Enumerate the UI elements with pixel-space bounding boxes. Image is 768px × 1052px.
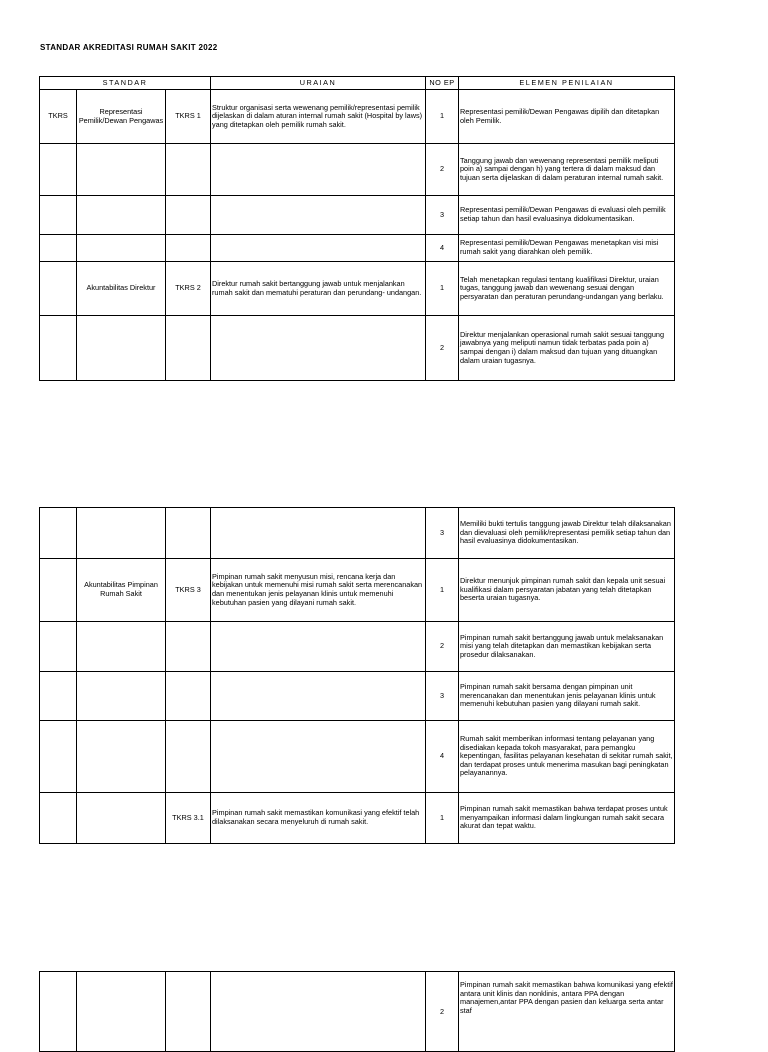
standard-code-cell (166, 622, 211, 672)
table-row (40, 90, 675, 144)
table-row (40, 508, 675, 559)
standard-name-cell (77, 508, 166, 559)
ep-number-cell: 2 (426, 972, 459, 1052)
elemen-penilaian-cell: Direktur menjalankan operasional rumah sakit sesuai tanggung jawabnya yang meliputi namun tidak terbatas pada poin a) sampai dengan i) dalam maksud dan tujuan yang dituangkan dalam uraian tugasnya. (459, 316, 675, 381)
table-row (40, 262, 675, 316)
table-row (40, 793, 675, 844)
header-uraian: URAIAN (211, 77, 426, 90)
standard-name-cell (77, 144, 166, 196)
ep-number-cell: 4 (426, 235, 459, 262)
uraian-cell (211, 316, 426, 381)
elemen-penilaian-cell: Pimpinan rumah sakit memastikan bahwa komunikasi yang efektif antara unit klinis dan nonklinis, antara PPA dengan manajemen,antar PPA dengan pasien dan keluarga serta antar staf (459, 972, 675, 1052)
chapter-cell (40, 793, 77, 844)
header-elemen-penilaian: ELEMEN PENILAIAN (459, 77, 675, 90)
standard-name-cell (77, 622, 166, 672)
standard-name-cell (77, 196, 166, 235)
standard-name-cell: Akuntabilitas Direktur (77, 262, 166, 316)
elemen-penilaian-cell: Representasi pemilik/Dewan Pengawas menetapkan visi misi rumah sakit yang diarahkan oleh pemilik. (459, 235, 675, 262)
ep-number-cell: 1 (426, 262, 459, 316)
standard-code-cell (166, 144, 211, 196)
standard-code-cell (166, 972, 211, 1052)
uraian-cell (211, 235, 426, 262)
standard-name-cell: Representasi Pemilik/Dewan Pengawas (77, 90, 166, 144)
uraian-cell (211, 508, 426, 559)
standard-name-cell (77, 235, 166, 262)
chapter-cell (40, 672, 77, 721)
standards-table-page-2 (39, 507, 675, 844)
standard-name-cell (77, 721, 166, 793)
chapter-cell (40, 144, 77, 196)
standards-table-page-1 (39, 76, 675, 381)
table-row (40, 235, 675, 262)
chapter-cell (40, 721, 77, 793)
elemen-penilaian-cell: Rumah sakit memberikan informasi tentang pelayanan yang disediakan kepada tokoh masyarakat, para pemangku kepentingan, fasilitas pelayanan kesehatan di sekitar rumah sakit, dan terdapat proses untuk menerima masukan bagi peningkatan pelayanannya. (459, 721, 675, 793)
table-row (40, 972, 675, 1052)
table-row (40, 672, 675, 721)
elemen-penilaian-cell: Pimpinan rumah sakit bertanggung jawab untuk melaksanakan misi yang telah ditetapkan dan memastikan kebijakan serta prosedur dilaksanakan. (459, 622, 675, 672)
elemen-penilaian-cell: Direktur menunjuk pimpinan rumah sakit dan kepala unit sesuai kualifikasi dalam persyaratan jabatan yang telah ditetapkan beserta uraian tugasnya. (459, 559, 675, 622)
ep-number-cell: 2 (426, 144, 459, 196)
standard-code-cell: TKRS 1 (166, 90, 211, 144)
ep-number-cell: 2 (426, 316, 459, 381)
standard-code-cell (166, 508, 211, 559)
document-title: STANDAR AKREDITASI RUMAH SAKIT 2022 (40, 43, 218, 52)
chapter-cell (40, 559, 77, 622)
standard-code-cell (166, 721, 211, 793)
standard-code-cell (166, 672, 211, 721)
uraian-cell (211, 721, 426, 793)
uraian-cell: Direktur rumah sakit bertanggung jawab untuk menjalankan rumah sakit dan mematuhi peraturan dan perundang- undangan. (211, 262, 426, 316)
elemen-penilaian-cell: Memiliki bukti tertulis tanggung jawab Direktur telah dilaksanakan dan dievaluasi oleh pemilik/representasi pemilik setiap tahun dan hasil evaluasinya didokumentasikan. (459, 508, 675, 559)
elemen-penilaian-cell: Telah menetapkan regulasi tentang kualifikasi Direktur, uraian tugas, tanggung jawab dan wewenang sesuai dengan persyaratan dan peraturan perundang-undangan yang berlaku. (459, 262, 675, 316)
elemen-penilaian-cell: Pimpinan rumah sakit bersama dengan pimpinan unit merencanakan dan menentukan jenis pelayanan klinis untuk memenuhi kebutuhan pasien yang dilayani rumah sakit. (459, 672, 675, 721)
standard-code-cell (166, 196, 211, 235)
standard-name-cell (77, 793, 166, 844)
chapter-cell (40, 972, 77, 1052)
chapter-cell (40, 316, 77, 381)
standard-code-cell: TKRS 2 (166, 262, 211, 316)
chapter-cell (40, 235, 77, 262)
chapter-cell (40, 622, 77, 672)
uraian-cell (211, 672, 426, 721)
uraian-cell: Pimpinan rumah sakit memastikan komunikasi yang efektif telah dilaksanakan secara menyeluruh di rumah sakit. (211, 793, 426, 844)
ep-number-cell: 1 (426, 90, 459, 144)
chapter-cell (40, 262, 77, 316)
chapter-cell (40, 508, 77, 559)
uraian-cell: Pimpinan rumah sakit menyusun misi, rencana kerja dan kebijakan untuk memenuhi misi rumah sakit serta merencanakan dan menentukan jenis pelayanan klinis untuk memenuhi kebutuhan pasien yang dilayani rumah sakit. (211, 559, 426, 622)
table-row (40, 559, 675, 622)
elemen-penilaian-cell: Representasi pemilik/Dewan Pengawas dipilih dan ditetapkan oleh Pemilik. (459, 90, 675, 144)
standard-name-cell (77, 672, 166, 721)
ep-number-cell: 4 (426, 721, 459, 793)
elemen-penilaian-cell: Pimpinan rumah sakit memastikan bahwa terdapat proses untuk menyampaikan informasi dalam lingkungan rumah sakit secara akurat dan tepat waktu. (459, 793, 675, 844)
standard-code-cell (166, 316, 211, 381)
uraian-cell (211, 196, 426, 235)
table-header-row (40, 77, 675, 90)
ep-number-cell: 3 (426, 196, 459, 235)
uraian-cell (211, 622, 426, 672)
standard-code-cell: TKRS 3 (166, 559, 211, 622)
elemen-penilaian-cell: Representasi pemilik/Dewan Pengawas di evaluasi oleh pemilik setiap tahun dan hasil evaluasinya didokumentasikan. (459, 196, 675, 235)
elemen-penilaian-cell: Tanggung jawab dan wewenang representasi pemilik meliputi poin a) sampai dengan h) yang tertera di dalam maksud dan tujuan serta dijelaskan di dalam peraturan internal rumah sakit. (459, 144, 675, 196)
table-row (40, 721, 675, 793)
header-no-ep: NO EP (426, 77, 459, 90)
uraian-cell: Struktur organisasi serta wewenang pemilik/representasi pemilik dijelaskan di dalam aturan internal rumah sakit (Hospital by laws) yang ditetapkan oleh pemilik rumah sakit. (211, 90, 426, 144)
table-row (40, 196, 675, 235)
table-row (40, 316, 675, 381)
standard-name-cell (77, 972, 166, 1052)
standard-name-cell (77, 316, 166, 381)
ep-number-cell: 1 (426, 559, 459, 622)
standard-name-cell: Akuntabilitas Pimpinan Rumah Sakit (77, 559, 166, 622)
ep-number-cell: 1 (426, 793, 459, 844)
table-row (40, 622, 675, 672)
ep-number-cell: 3 (426, 508, 459, 559)
header-standar: STANDAR (40, 77, 211, 90)
standard-code-cell (166, 235, 211, 262)
chapter-cell: TKRS (40, 90, 77, 144)
table-row (40, 144, 675, 196)
chapter-cell (40, 196, 77, 235)
uraian-cell (211, 144, 426, 196)
ep-number-cell: 2 (426, 622, 459, 672)
standards-table-page-3 (39, 971, 675, 1052)
standard-code-cell: TKRS 3.1 (166, 793, 211, 844)
uraian-cell (211, 972, 426, 1052)
ep-number-cell: 3 (426, 672, 459, 721)
